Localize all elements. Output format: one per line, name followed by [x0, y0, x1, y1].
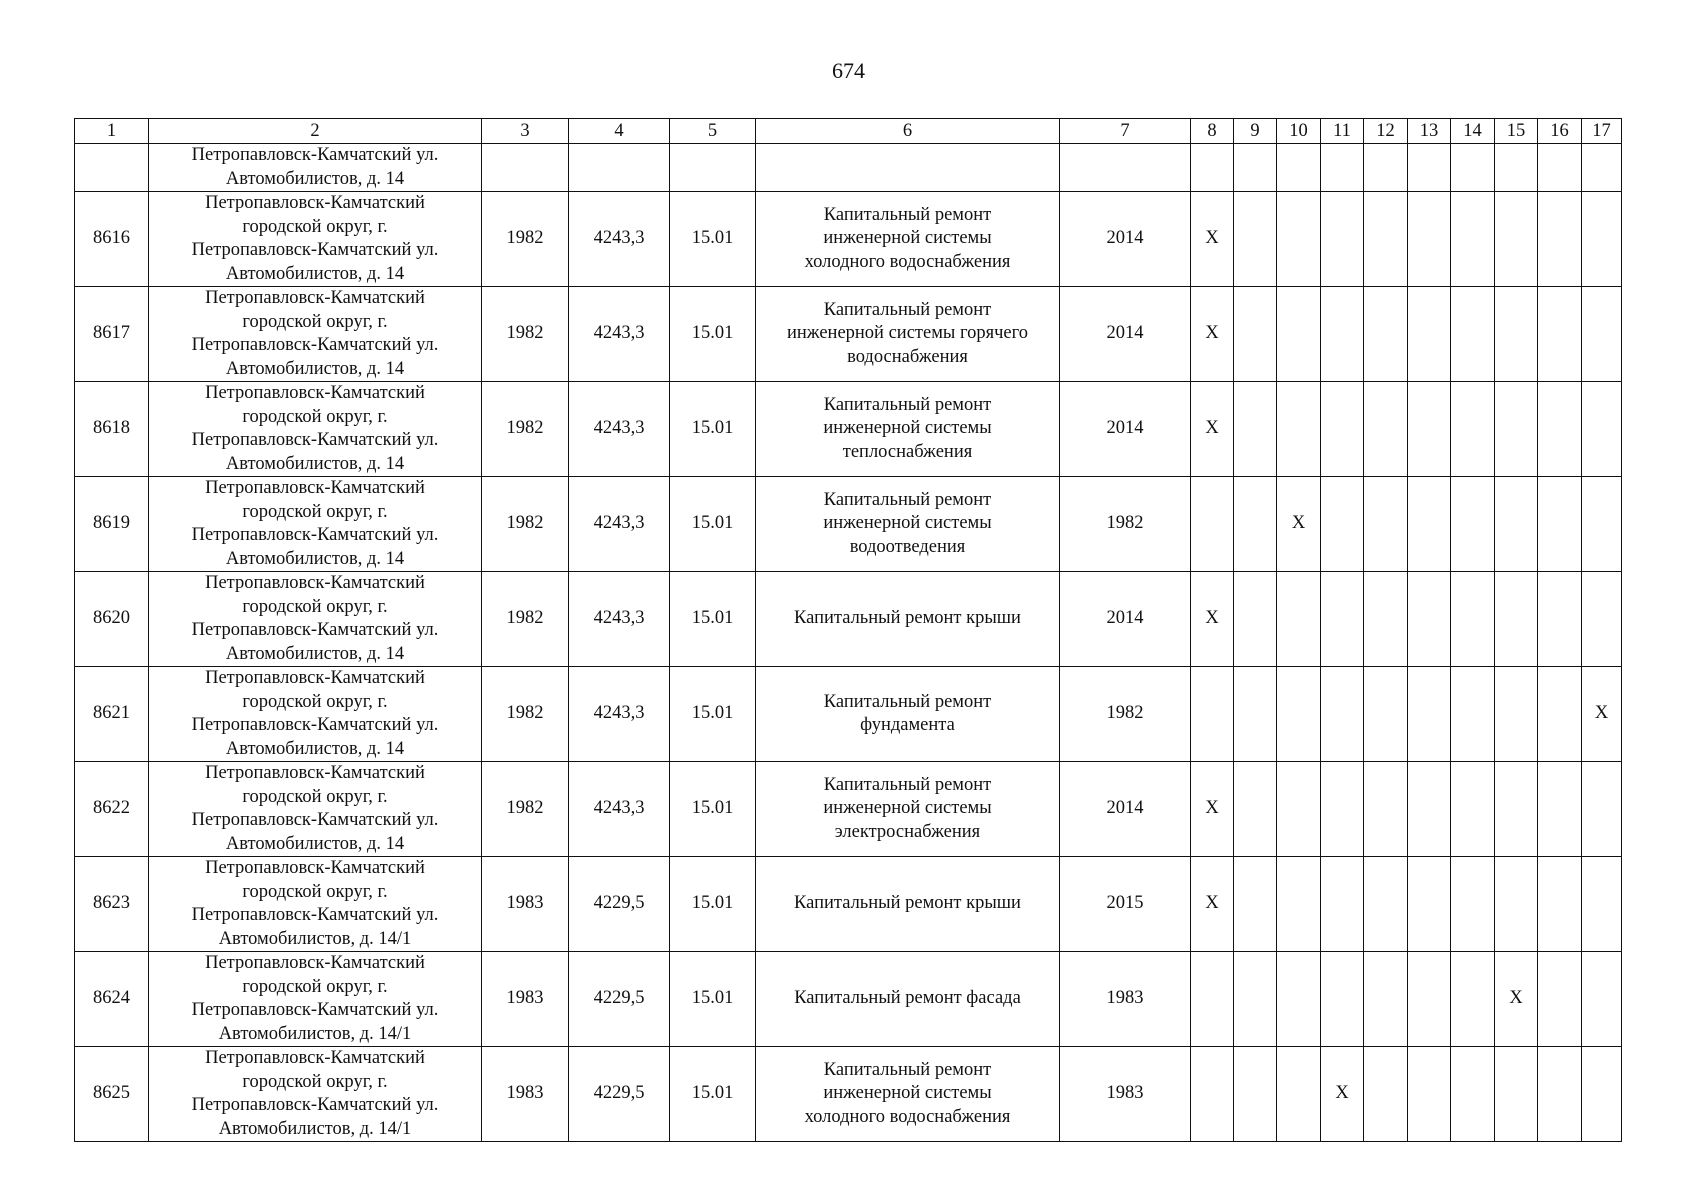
period-col-12-cell	[1364, 287, 1408, 382]
plan-year-cell: 2015	[1060, 857, 1191, 952]
work-type-cell: Капитальный ремонт крыши	[756, 572, 1060, 667]
area-cell: 4229,5	[569, 952, 670, 1047]
work-type-cell: Капитальный ремонт фундамента	[756, 667, 1060, 762]
column-header: 5	[670, 119, 756, 144]
period-col-14-cell	[1451, 192, 1495, 287]
period-col-12-cell	[1364, 572, 1408, 667]
column-header: 13	[1408, 119, 1451, 144]
period-col-17-cell	[1582, 192, 1622, 287]
table-row	[75, 382, 1622, 477]
column-header: 2	[149, 119, 482, 144]
table-row	[75, 1047, 1622, 1142]
build-year-cell: 1982	[482, 762, 569, 857]
area-cell: 4243,3	[569, 667, 670, 762]
address-cell: Петропавловск-Камчатский городской округ, г. Петропавловск-Камчатский ул. Автомобилистов, д. 14	[149, 192, 482, 287]
period-col-9-cell	[1234, 144, 1277, 192]
column-header: 3	[482, 119, 569, 144]
period-col-9-cell	[1234, 287, 1277, 382]
period-col-13-cell	[1408, 382, 1451, 477]
period-col-17-cell	[1582, 144, 1622, 192]
period-col-8-cell	[1191, 762, 1234, 857]
build-year-cell: 1982	[482, 477, 569, 572]
table-row	[75, 762, 1622, 857]
period-col-9-cell	[1234, 572, 1277, 667]
period-col-11-cell	[1321, 192, 1364, 287]
period-col-14-cell	[1451, 667, 1495, 762]
period-col-15-cell	[1495, 952, 1538, 1047]
object-number-cell: 8622	[75, 762, 149, 857]
period-col-13-cell	[1408, 952, 1451, 1047]
period-col-14-cell	[1451, 144, 1495, 192]
plan-year-cell: 2014	[1060, 192, 1191, 287]
address-cell: Петропавловск-Камчатский городской округ, г. Петропавловск-Камчатский ул. Автомобилистов, д. 14/1	[149, 952, 482, 1047]
period-col-15-cell	[1495, 287, 1538, 382]
period-col-13-cell	[1408, 762, 1451, 857]
period-col-17-cell	[1582, 382, 1622, 477]
address-cell: Петропавловск-Камчатский городской округ, г. Петропавловск-Камчатский ул. Автомобилистов, д. 14	[149, 762, 482, 857]
period-col-14-cell	[1451, 857, 1495, 952]
period-col-11-cell	[1321, 762, 1364, 857]
period-col-10-cell	[1277, 857, 1321, 952]
area-cell: 4229,5	[569, 857, 670, 952]
area-cell: 4243,3	[569, 762, 670, 857]
period-mark: Х	[1205, 798, 1219, 819]
period-col-10-cell	[1277, 1047, 1321, 1142]
period-col-14-cell	[1451, 1047, 1495, 1142]
period-col-16-cell	[1538, 144, 1582, 192]
area-cell: 4229,5	[569, 1047, 670, 1142]
work-code-cell: 15.01	[670, 857, 756, 952]
column-header: 16	[1538, 119, 1582, 144]
period-col-16-cell	[1538, 857, 1582, 952]
period-col-16-cell	[1538, 952, 1582, 1047]
work-code-cell: 15.01	[670, 952, 756, 1047]
period-col-11-cell	[1321, 952, 1364, 1047]
plan-year-cell	[1060, 144, 1191, 192]
work-code-cell: 15.01	[670, 287, 756, 382]
work-code-cell: 15.01	[670, 762, 756, 857]
work-type-cell: Капитальный ремонт инженерной системы теплоснабжения	[756, 382, 1060, 477]
build-year-cell: 1982	[482, 192, 569, 287]
address-cell: Петропавловск-Камчатский городской округ, г. Петропавловск-Камчатский ул. Автомобилистов, д. 14	[149, 477, 482, 572]
object-number-cell: 8623	[75, 857, 149, 952]
period-col-17-cell	[1582, 762, 1622, 857]
area-cell: 4243,3	[569, 192, 670, 287]
work-code-cell: 15.01	[670, 382, 756, 477]
period-col-8-cell	[1191, 572, 1234, 667]
period-col-8-cell	[1191, 144, 1234, 192]
address-cell: Петропавловск-Камчатский городской округ, г. Петропавловск-Камчатский ул. Автомобилистов, д. 14	[149, 572, 482, 667]
period-col-12-cell	[1364, 857, 1408, 952]
period-col-11-cell	[1321, 477, 1364, 572]
period-col-16-cell	[1538, 572, 1582, 667]
object-number-cell: 8619	[75, 477, 149, 572]
work-type-cell	[756, 144, 1060, 192]
period-col-10-cell	[1277, 762, 1321, 857]
column-header: 9	[1234, 119, 1277, 144]
build-year-cell: 1983	[482, 857, 569, 952]
address-cell: Петропавловск-Камчатский городской округ, г. Петропавловск-Камчатский ул. Автомобилистов, д. 14/1	[149, 1047, 482, 1142]
period-mark: Х	[1291, 513, 1306, 534]
plan-year-cell: 1982	[1060, 667, 1191, 762]
period-col-10-cell	[1277, 952, 1321, 1047]
column-header: 4	[569, 119, 670, 144]
object-number-cell: 8616	[75, 192, 149, 287]
period-col-12-cell	[1364, 1047, 1408, 1142]
period-col-16-cell	[1538, 287, 1582, 382]
work-type-cell: Капитальный ремонт инженерной системы водоотведения	[756, 477, 1060, 572]
period-col-11-cell	[1321, 144, 1364, 192]
object-number-cell: 8620	[75, 572, 149, 667]
period-col-14-cell	[1451, 382, 1495, 477]
plan-year-cell: 2014	[1060, 572, 1191, 667]
build-year-cell: 1983	[482, 1047, 569, 1142]
column-header: 14	[1451, 119, 1495, 144]
table-row	[75, 144, 1622, 192]
column-header: 15	[1495, 119, 1538, 144]
table-row	[75, 287, 1622, 382]
address-cell: Петропавловск-Камчатский городской округ, г. Петропавловск-Камчатский ул. Автомобилистов, д. 14	[149, 382, 482, 477]
period-col-11-cell	[1321, 572, 1364, 667]
column-header: 11	[1321, 119, 1364, 144]
area-cell: 4243,3	[569, 572, 670, 667]
period-col-16-cell	[1538, 477, 1582, 572]
column-header: 8	[1191, 119, 1234, 144]
build-year-cell: 1982	[482, 287, 569, 382]
column-header: 1	[75, 119, 149, 144]
plan-year-cell: 1983	[1060, 1047, 1191, 1142]
period-col-12-cell	[1364, 667, 1408, 762]
page-number: 674	[832, 58, 865, 83]
build-year-cell: 1983	[482, 952, 569, 1047]
period-col-11-cell	[1321, 1047, 1364, 1142]
period-mark: Х	[1594, 703, 1609, 724]
repair-registry-table	[74, 118, 1622, 1142]
period-col-16-cell	[1538, 667, 1582, 762]
period-col-8-cell	[1191, 1047, 1234, 1142]
period-col-17-cell	[1582, 857, 1622, 952]
period-col-8-cell	[1191, 382, 1234, 477]
period-col-13-cell	[1408, 144, 1451, 192]
plan-year-cell: 1982	[1060, 477, 1191, 572]
table-row	[75, 952, 1622, 1047]
period-col-15-cell	[1495, 667, 1538, 762]
work-code-cell: 15.01	[670, 477, 756, 572]
period-col-11-cell	[1321, 382, 1364, 477]
period-col-11-cell	[1321, 667, 1364, 762]
area-cell: 4243,3	[569, 477, 670, 572]
period-col-9-cell	[1234, 857, 1277, 952]
table-row	[75, 667, 1622, 762]
work-type-cell: Капитальный ремонт крыши	[756, 857, 1060, 952]
area-cell	[569, 144, 670, 192]
table-row	[75, 857, 1622, 952]
column-header: 7	[1060, 119, 1191, 144]
period-col-8-cell	[1191, 952, 1234, 1047]
table-row	[75, 192, 1622, 287]
work-code-cell: 15.01	[670, 1047, 756, 1142]
period-col-14-cell	[1451, 287, 1495, 382]
address-cell: Петропавловск-Камчатский городской округ, г. Петропавловск-Камчатский ул. Автомобилистов, д. 14	[149, 287, 482, 382]
address-cell: Петропавловск-Камчатский городской округ, г. Петропавловск-Камчатский ул. Автомобилистов, д. 14/1	[149, 857, 482, 952]
period-col-12-cell	[1364, 477, 1408, 572]
period-col-13-cell	[1408, 667, 1451, 762]
period-col-8-cell	[1191, 477, 1234, 572]
object-number-cell	[75, 144, 149, 192]
period-mark: Х	[1205, 893, 1219, 914]
period-col-15-cell	[1495, 382, 1538, 477]
period-col-13-cell	[1408, 192, 1451, 287]
object-number-cell: 8621	[75, 667, 149, 762]
object-number-cell: 8617	[75, 287, 149, 382]
period-col-11-cell	[1321, 287, 1364, 382]
period-col-12-cell	[1364, 144, 1408, 192]
period-col-13-cell	[1408, 572, 1451, 667]
area-cell: 4243,3	[569, 287, 670, 382]
period-col-9-cell	[1234, 382, 1277, 477]
work-code-cell	[670, 144, 756, 192]
period-col-16-cell	[1538, 382, 1582, 477]
plan-year-cell: 2014	[1060, 287, 1191, 382]
period-col-14-cell	[1451, 572, 1495, 667]
table-row	[75, 477, 1622, 572]
work-type-cell: Капитальный ремонт инженерной системы холодного водоснабжения	[756, 192, 1060, 287]
object-number-cell: 8624	[75, 952, 149, 1047]
period-col-8-cell	[1191, 667, 1234, 762]
period-col-12-cell	[1364, 192, 1408, 287]
work-code-cell: 15.01	[670, 572, 756, 667]
object-number-cell: 8625	[75, 1047, 149, 1142]
period-col-8-cell	[1191, 287, 1234, 382]
table-row	[75, 572, 1622, 667]
plan-year-cell: 1983	[1060, 952, 1191, 1047]
period-col-17-cell	[1582, 572, 1622, 667]
period-col-17-cell	[1582, 477, 1622, 572]
period-col-9-cell	[1234, 762, 1277, 857]
period-mark: Х	[1205, 418, 1219, 439]
period-col-12-cell	[1364, 382, 1408, 477]
period-col-16-cell	[1538, 192, 1582, 287]
period-col-10-cell	[1277, 382, 1321, 477]
period-mark: Х	[1335, 1083, 1349, 1104]
work-type-cell: Капитальный ремонт инженерной системы электроснабжения	[756, 762, 1060, 857]
plan-year-cell: 2014	[1060, 382, 1191, 477]
period-col-15-cell	[1495, 192, 1538, 287]
period-col-13-cell	[1408, 1047, 1451, 1142]
work-code-cell: 15.01	[670, 667, 756, 762]
address-cell: Петропавловск-Камчатский ул. Автомобилистов, д. 14	[149, 144, 482, 192]
object-number-cell: 8618	[75, 382, 149, 477]
period-col-10-cell	[1277, 667, 1321, 762]
build-year-cell	[482, 144, 569, 192]
period-col-17-cell	[1582, 1047, 1622, 1142]
period-col-9-cell	[1234, 192, 1277, 287]
period-col-16-cell	[1538, 1047, 1582, 1142]
period-col-14-cell	[1451, 477, 1495, 572]
period-col-15-cell	[1495, 1047, 1538, 1142]
address-cell: Петропавловск-Камчатский городской округ, г. Петропавловск-Камчатский ул. Автомобилистов, д. 14	[149, 667, 482, 762]
period-mark: Х	[1205, 323, 1219, 344]
work-type-cell: Капитальный ремонт инженерной системы горячего водоснабжения	[756, 287, 1060, 382]
build-year-cell: 1982	[482, 572, 569, 667]
work-type-cell: Капитальный ремонт фасада	[756, 952, 1060, 1047]
period-col-10-cell	[1277, 477, 1321, 572]
column-header: 10	[1277, 119, 1321, 144]
period-col-10-cell	[1277, 572, 1321, 667]
period-col-13-cell	[1408, 477, 1451, 572]
period-col-9-cell	[1234, 1047, 1277, 1142]
period-col-14-cell	[1451, 952, 1495, 1047]
column-header: 12	[1364, 119, 1408, 144]
period-col-15-cell	[1495, 144, 1538, 192]
period-col-8-cell	[1191, 857, 1234, 952]
column-header: 6	[756, 119, 1060, 144]
period-col-10-cell	[1277, 192, 1321, 287]
period-col-8-cell	[1191, 192, 1234, 287]
work-type-cell: Капитальный ремонт инженерной системы холодного водоснабжения	[756, 1047, 1060, 1142]
period-mark: Х	[1205, 228, 1219, 249]
period-col-17-cell	[1582, 287, 1622, 382]
period-col-17-cell	[1582, 952, 1622, 1047]
period-col-11-cell	[1321, 857, 1364, 952]
period-col-9-cell	[1234, 667, 1277, 762]
period-col-10-cell	[1277, 287, 1321, 382]
period-mark: Х	[1205, 608, 1219, 629]
period-col-12-cell	[1364, 762, 1408, 857]
period-mark: Х	[1509, 988, 1523, 1009]
table-body	[75, 144, 1622, 1142]
build-year-cell: 1982	[482, 667, 569, 762]
period-col-17-cell	[1582, 667, 1622, 762]
area-cell: 4243,3	[569, 382, 670, 477]
period-col-13-cell	[1408, 287, 1451, 382]
period-col-9-cell	[1234, 952, 1277, 1047]
plan-year-cell: 2014	[1060, 762, 1191, 857]
period-col-15-cell	[1495, 762, 1538, 857]
period-col-16-cell	[1538, 762, 1582, 857]
period-col-13-cell	[1408, 857, 1451, 952]
period-col-12-cell	[1364, 952, 1408, 1047]
column-header: 17	[1582, 119, 1622, 144]
period-col-15-cell	[1495, 857, 1538, 952]
period-col-14-cell	[1451, 762, 1495, 857]
period-col-9-cell	[1234, 477, 1277, 572]
work-code-cell: 15.01	[670, 192, 756, 287]
period-col-15-cell	[1495, 477, 1538, 572]
period-col-15-cell	[1495, 572, 1538, 667]
period-col-10-cell	[1277, 144, 1321, 192]
column-number-row	[75, 119, 1622, 144]
build-year-cell: 1982	[482, 382, 569, 477]
